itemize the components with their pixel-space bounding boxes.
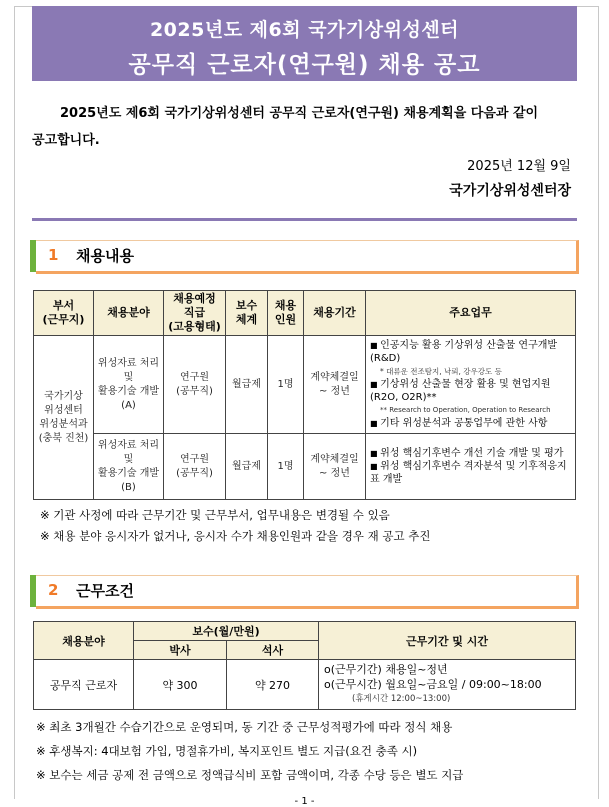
table-row — [34, 336, 576, 434]
header-field: 채용분야 — [34, 622, 134, 660]
header-period: 채용기간 — [304, 291, 366, 336]
period-cell: 계약체결일 ~ 정년 — [304, 434, 366, 500]
table-row — [34, 660, 576, 710]
period-cell: 계약체결일 ~ 정년 — [304, 336, 366, 434]
header-pay: 보수(월/만원) — [134, 622, 319, 641]
conditions-table — [33, 621, 576, 710]
field-cell: 공무직 근로자 — [34, 660, 134, 710]
header-pay: 보수 체계 — [226, 291, 268, 336]
phd-pay-cell: 약 300 — [134, 660, 227, 710]
section-header-1 — [30, 240, 579, 272]
table-row — [34, 434, 576, 500]
section-number: 2 — [48, 581, 59, 599]
field-cell: 위성자료 처리 및 활용기술 개발 (B) — [94, 434, 164, 500]
intro-paragraph — [32, 100, 577, 154]
section-title: 근무조건 — [76, 582, 134, 600]
dept-cell: 국가기상 위성센터 위성분석과 (충북 진천) — [34, 336, 94, 500]
header-dept: 부서 (근무지) — [34, 291, 94, 336]
title-banner — [32, 6, 577, 81]
issuing-organization: 국가기상위성센터장 — [449, 183, 571, 199]
header-duty: 주요업무 — [366, 291, 576, 336]
note-line: ※ 채용 분야 응시자가 없거나, 응시자 수가 채용인원과 같을 경우 재 공고 추진 — [40, 529, 431, 543]
condition-line: o(근무기간) 채용일~정년 — [324, 663, 448, 676]
pay-cell: 월급제 — [226, 336, 268, 434]
header-ms: 석사 — [227, 641, 319, 660]
duty-note: * 대류운 전조탐지, 낙뢰, 강우강도 등 — [380, 367, 502, 376]
table-header-row — [34, 622, 576, 641]
intro-line1: 2025년도 제6회 국가기상위성센터 공무직 근로자(연구원) 채용계획을 다음과 같이 — [60, 106, 539, 121]
header-time: 근무기간 및 시간 — [319, 622, 576, 660]
banner-title-line2: 공무직 근로자(연구원) 채용 공고 — [128, 52, 481, 78]
note-line: ※ 최초 3개월간 수습기간으로 운영되며, 동 기간 중 근무성적평가에 따라 정식 채용 — [36, 720, 453, 734]
divider — [32, 218, 577, 221]
recruitment-table — [33, 290, 576, 500]
ms-pay-cell: 약 270 — [227, 660, 319, 710]
condition-line: (휴게시간 12:00~13:00) — [352, 694, 451, 704]
count-cell: 1명 — [268, 434, 304, 500]
header-phd: 박사 — [134, 641, 227, 660]
duty-cell — [366, 434, 576, 500]
intro-line2: 공고합니다. — [32, 133, 100, 148]
pay-cell: 월급제 — [226, 434, 268, 500]
work-conditions-cell — [319, 660, 576, 710]
grade-cell: 연구원 (공무직) — [164, 434, 226, 500]
note-line: ※ 기관 사정에 따라 근무기간 및 근무부서, 업무내용은 변경될 수 있음 — [40, 508, 390, 522]
condition-line: o(근무시간) 월요일~금요일 / 09:00~18:00 — [324, 678, 542, 691]
duty-item: ■ 인공지능 활용 기상위성 산출물 연구개발(R&D) — [370, 339, 571, 365]
header-field: 채용분야 — [94, 291, 164, 336]
duty-item: ■ 기상위성 산출물 현장 활용 및 현업지원(R2O, O2R)** — [370, 378, 571, 404]
table-header-row — [34, 291, 576, 336]
duty-cell — [366, 336, 576, 434]
section-number: 1 — [48, 246, 59, 264]
page-number: - 1 - — [294, 796, 315, 807]
notes-conditions — [36, 715, 463, 787]
field-cell: 위성자료 처리 및 활용기술 개발 (A) — [94, 336, 164, 434]
section-header-2 — [30, 575, 579, 607]
duty-item: ■ 기타 위성분석과 공통업무에 관한 사항 — [370, 417, 571, 430]
announcement-date: 2025년 12월 9일 — [467, 159, 571, 174]
note-line: ※ 후생복지: 4대보험 가입, 명절휴가비, 복지포인트 별도 지급(요건 충족 시) — [36, 744, 418, 758]
duty-note: ** Research to Operation, Operation to Research — [380, 406, 551, 414]
grade-cell: 연구원 (공무직) — [164, 336, 226, 434]
section-title: 채용내용 — [76, 247, 134, 265]
count-cell: 1명 — [268, 336, 304, 434]
banner-title-line1: 2025년도 제6회 국가기상위성센터 — [149, 19, 460, 41]
header-count: 채용 인원 — [268, 291, 304, 336]
notes-recruitment — [40, 505, 430, 547]
header-grade: 채용예정 직급 (고용형태) — [164, 291, 226, 336]
duty-item: ■ 위성 핵심기후변수 개선 기술 개발 및 평가 — [370, 447, 571, 460]
note-line: ※ 보수는 세금 공제 전 금액으로 정액급식비 포함 금액이며, 각종 수당 등은 별도 지급 — [36, 768, 464, 782]
duty-item: ■ 위성 핵심기후변수 격자분석 및 기후적응지표 개발 — [370, 460, 571, 486]
